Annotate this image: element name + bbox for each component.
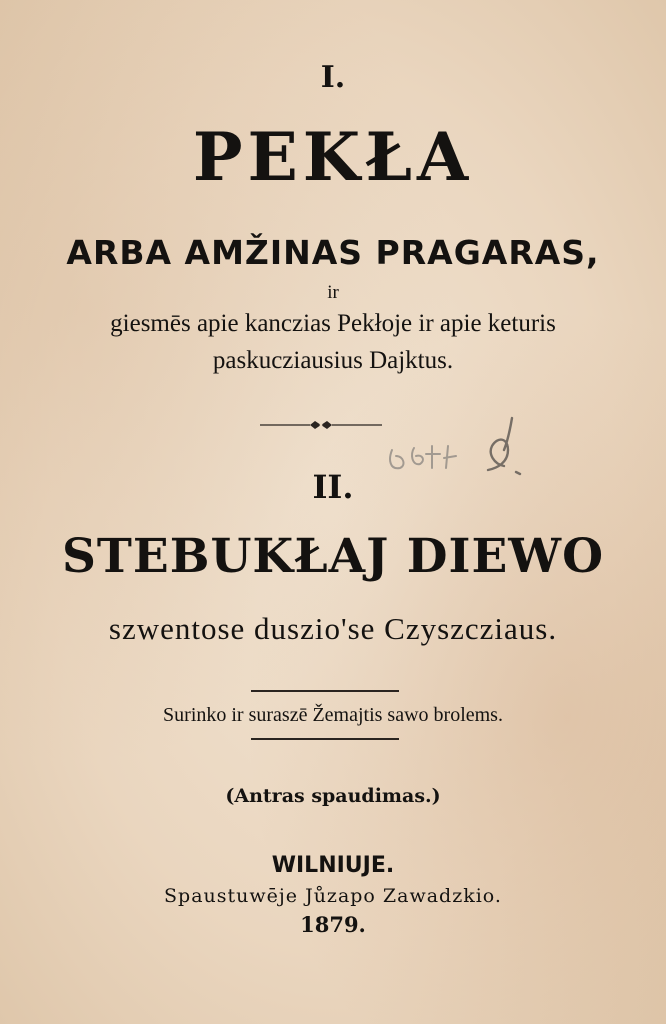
imprint-city: WILNIUJE. — [271, 853, 395, 878]
imprint-year: 1879. — [300, 912, 366, 937]
part-two-title: STEBUKŁAJ DIEWO — [61, 529, 605, 584]
bottom-rule-divider — [251, 738, 399, 740]
imprint-printer: Spaustuwēje Jůzapo Zawadzkio. — [164, 885, 502, 907]
conjunction-text: ir — [327, 282, 339, 303]
part-one-subtitle: ARBA AMŽINAS PRAGARAS, — [66, 233, 600, 272]
part-one-numeral: I. — [320, 60, 346, 95]
part-one-title: PEKŁA — [192, 118, 474, 196]
top-rule-divider — [251, 690, 399, 692]
ornament-divider-icon — [260, 416, 382, 434]
part-one-description-line2: paskucziausius Dajktus. — [212, 347, 454, 374]
attribution-text: Surinko ir suraszē Žemajtis sawo brolems. — [163, 704, 503, 726]
part-two-numeral: II. — [312, 468, 354, 506]
edition-note: (Antras spaudimas.) — [225, 785, 441, 807]
part-one-description-line1: giesmēs apie kanczias Pekłoje ir apie keturis — [110, 310, 556, 337]
part-two-subtitle: szwentose duszio'se Czyszcziaus. — [108, 611, 558, 646]
